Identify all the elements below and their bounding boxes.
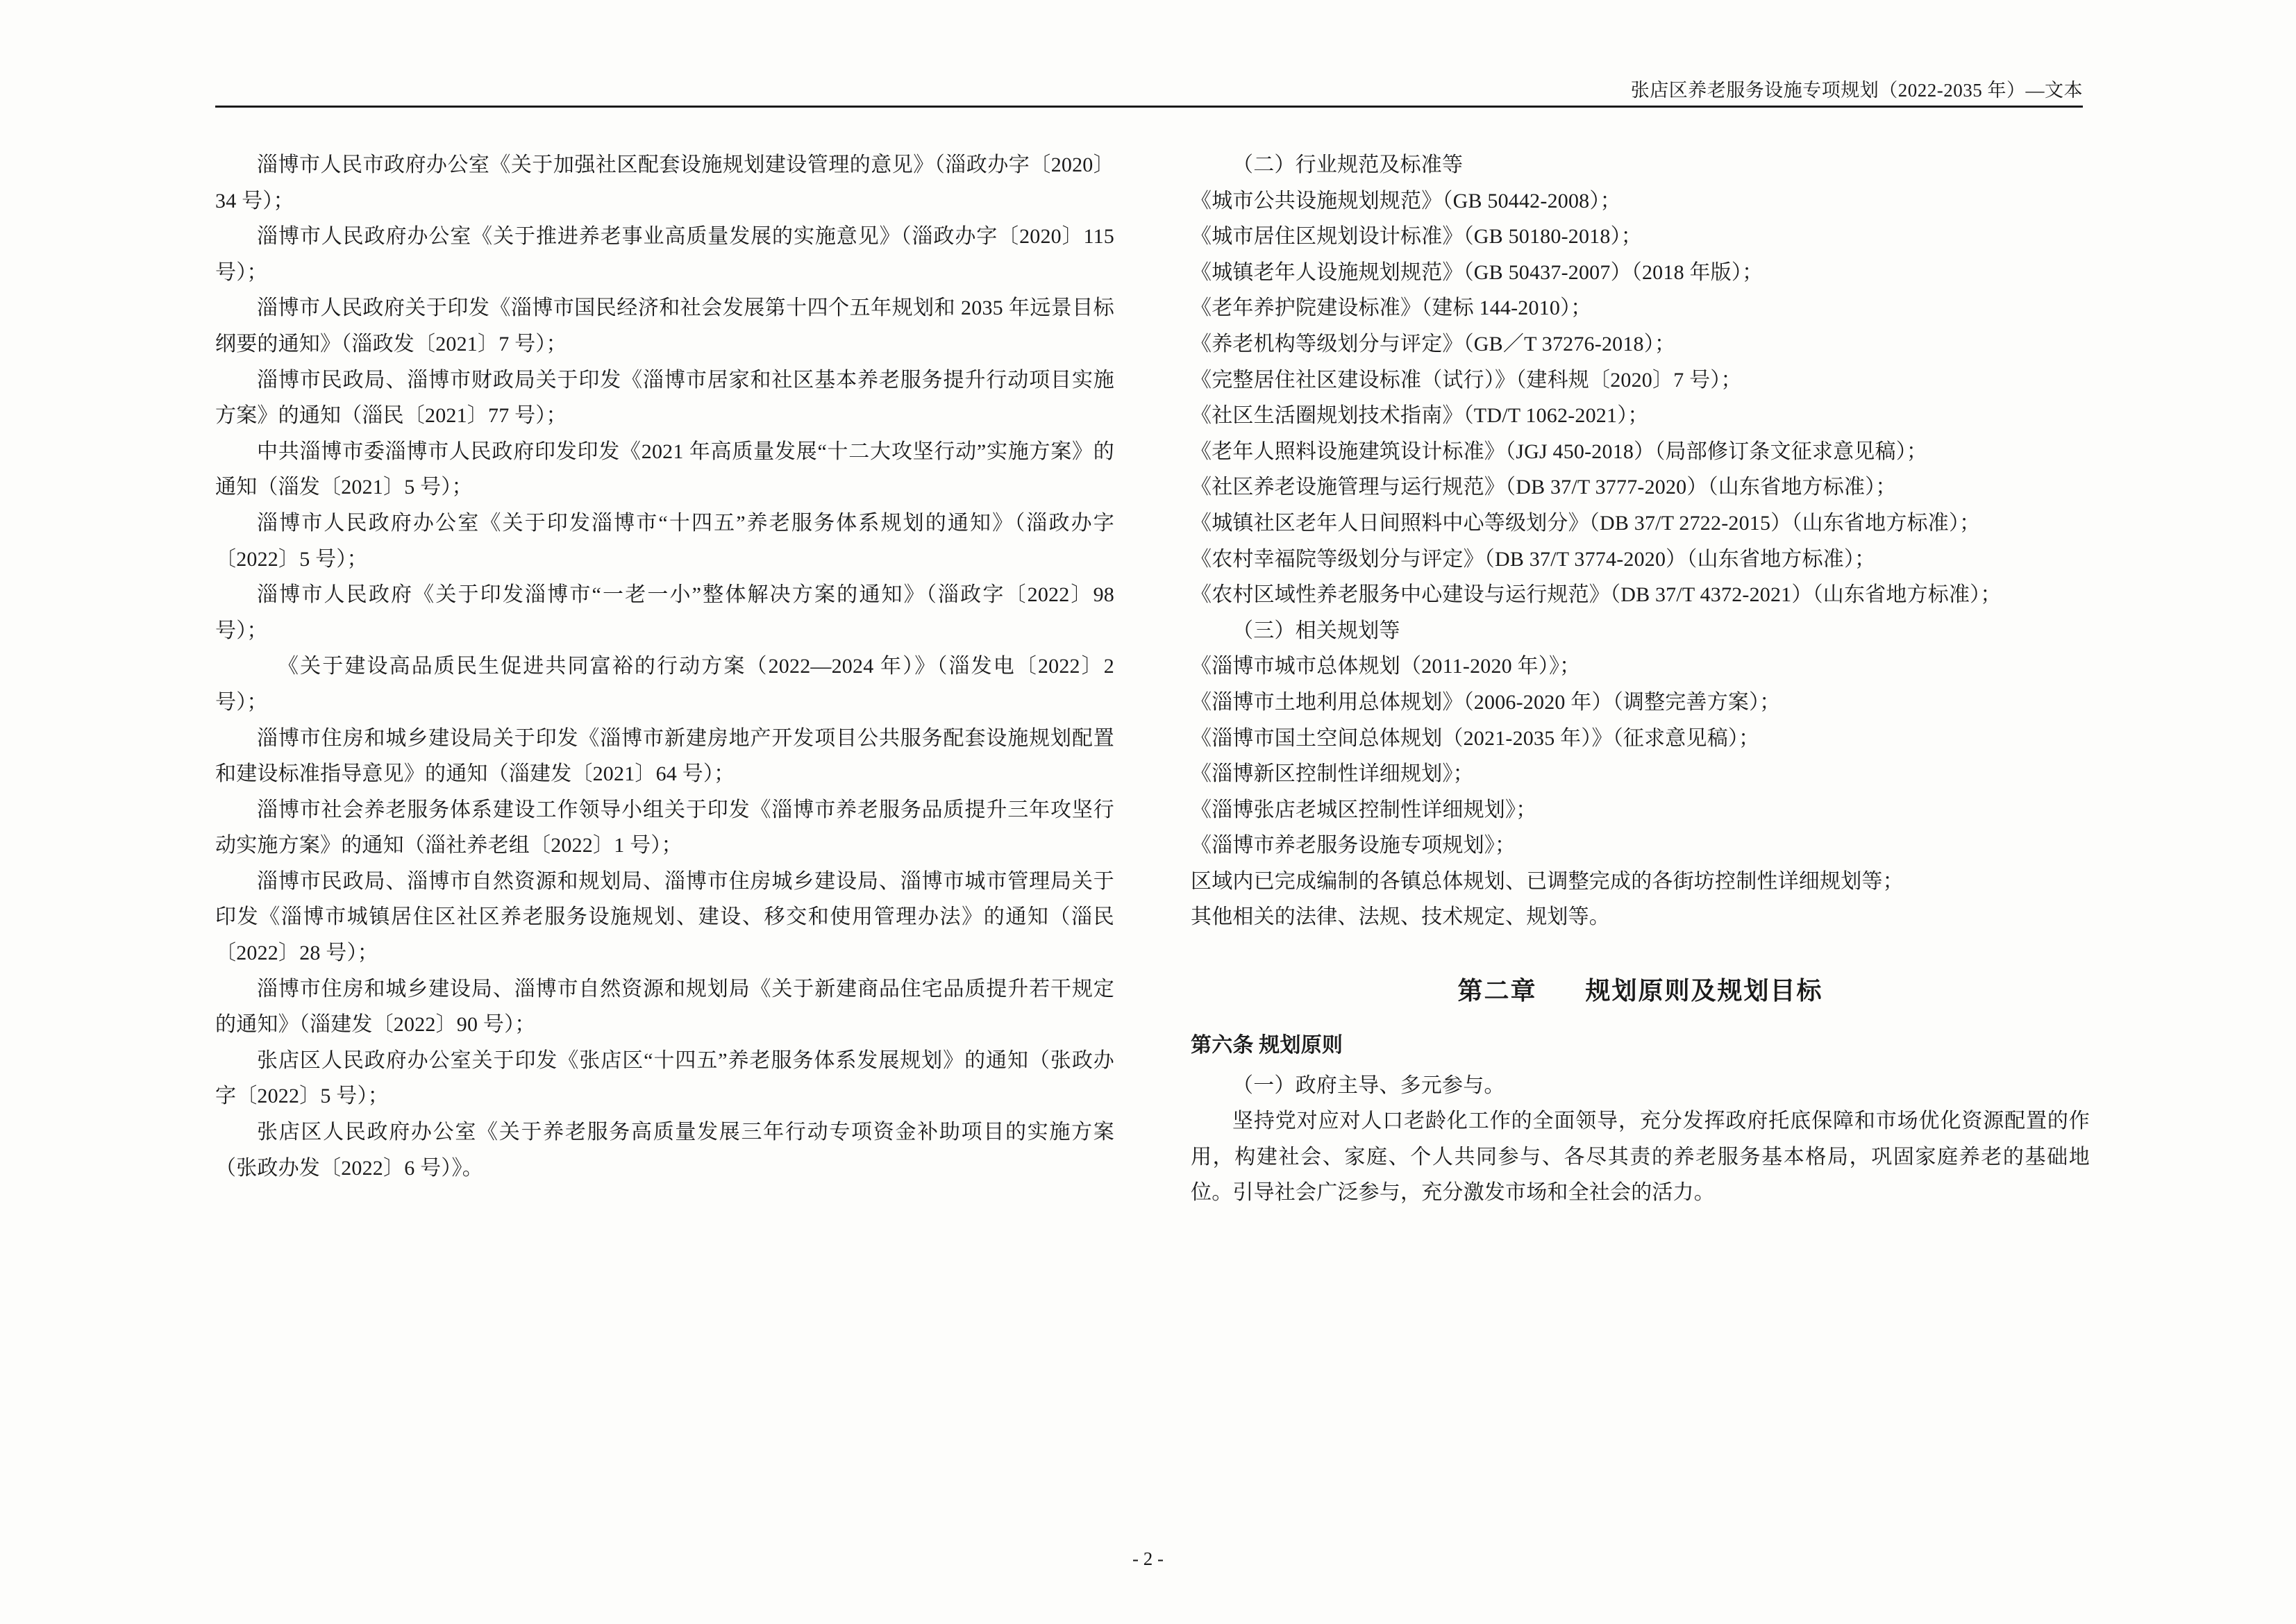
left-column — [215, 147, 1114, 1211]
paragraph: 《关于建设高品质民生促进共同富裕的行动方案（2022—2024 年）》（淄发电〔2022〕2 号）； — [215, 655, 1114, 714]
paragraph: 淄博市民政局、淄博市财政局关于印发《淄博市居家和社区基本养老服务提升行动项目实施方案》的通知（淄民〔2021〕77 号）； — [215, 368, 1114, 428]
plan-item: 《淄博市土地利用总体规划》（2006-2020 年）（调整完善方案）； — [1191, 690, 1781, 714]
standard-item: 《老年养护院建设标准》（建标 144-2010）； — [1191, 296, 1592, 320]
paragraph: 淄博市人民政府办公室《关于推进养老事业高质量发展的实施意见》（淄政办字〔2020〕115 号）； — [215, 225, 1114, 284]
standard-item: 《城市居住区规划设计标准》（GB 50180-2018）； — [1191, 225, 1642, 249]
two-column-body — [215, 147, 2090, 1211]
paragraph: 淄博市住房和城乡建设局关于印发《淄博市新建房地产开发项目公共服务配套设施规划配置和建设标准指导意见》的通知（淄建发〔2021〕64 号）； — [215, 726, 1114, 786]
plan-item: 《淄博市城市总体规划（2011-2020 年）》； — [1191, 655, 1581, 678]
paragraph: 淄博市民政局、淄博市自然资源和规划局、淄博市住房城乡建设局、淄博市城市管理局关于印发《淄博市城镇居住区社区养老服务设施规划、建设、移交和使用管理办法》的通知（淄民〔2022〕28 号）； — [215, 869, 1114, 965]
standard-item: 《社区生活圈规划技术指南》（TD/T 1062-2021）； — [1191, 404, 1649, 428]
paragraph: 淄博市人民政府关于印发《淄博市国民经济和社会发展第十四个五年规划和 2035 年远景目标纲要的通知》（淄政发〔2021〕7 号）； — [215, 296, 1114, 355]
paragraph: 淄博市人民政府《关于印发淄博市“一老一小”整体解决方案的通知》（淄政字〔2022〕98 号）； — [215, 583, 1114, 642]
paragraph: 淄博市社会养老服务体系建设工作领导小组关于印发《淄博市养老服务品质提升三年攻坚行动实施方案》的通知（淄社养老组〔2022〕1 号）； — [215, 798, 1114, 857]
paragraph: 淄博市人民政府办公室《关于印发淄博市“十四五”养老服务体系规划的通知》（淄政办字〔2022〕5 号）； — [215, 511, 1114, 571]
standard-item: 《农村幸福院等级划分与评定》（DB 37/T 3774-2020）（山东省地方标准）； — [1191, 547, 1876, 571]
standard-item: 《完整居住社区建设标准（试行）》（建科规〔2020〕7 号）； — [1191, 368, 1742, 392]
paragraph: 淄博市住房和城乡建设局、淄博市自然资源和规划局《关于新建商品住宅品质提升若干规定的通知》（淄建发〔2022〕90 号）； — [215, 977, 1114, 1037]
plan-item: 区域内已完成编制的各镇总体规划、已调整完成的各街坊控制性详细规划等； — [1191, 869, 1904, 893]
plan-item: 《淄博市养老服务设施专项规划》； — [1191, 834, 1516, 857]
standard-item: 《城市公共设施规划规范》（GB 50442-2008）； — [1191, 189, 1621, 212]
section-heading-related-plans: （三）相关规划等 — [1232, 619, 1400, 642]
chapter-number: 第二章 — [1457, 977, 1537, 1005]
standard-item: 《社区养老设施管理与运行规范》（DB 37/T 3777-2020）（山东省地方标准）； — [1191, 476, 1897, 499]
page-header — [215, 75, 2083, 102]
article-heading: 第六条 规划原则 — [1191, 1034, 1343, 1057]
chapter-name: 规划原则及规划目标 — [1585, 977, 1823, 1005]
standard-item: 《城镇老年人设施规划规范》（GB 50437-2007）（2018 年版）； — [1191, 260, 1763, 284]
plan-item: 《淄博市国土空间总体规划（2021-2035 年）》（征求意见稿）； — [1191, 726, 1760, 750]
paragraph: 张店区人民政府办公室关于印发《张店区“十四五”养老服务体系发展规划》的通知（张政办字〔2022〕5 号）； — [215, 1048, 1114, 1108]
plan-item: 其他相关的法律、法规、技术规定、规划等。 — [1191, 905, 1610, 929]
paragraph: 淄博市人民市政府办公室《关于加强社区配套设施规划建设管理的意见》（淄政办字〔2020〕34 号）； — [215, 153, 1114, 212]
standard-item: 《农村区域性养老服务中心建设与运行规范》（DB 37/T 4372-2021）（山东省地方标准）； — [1191, 583, 2002, 607]
paragraph: 中共淄博市委淄博市人民政府印发印发《2021 年高质量发展“十二大攻坚行动”实施方案》的通知（淄发〔2021〕5 号）； — [215, 440, 1114, 499]
plan-item: 《淄博新区控制性详细规划》； — [1191, 762, 1474, 786]
standard-item: 《城镇社区老年人日间照料中心等级划分》（DB 37/T 2722-2015）（山东省地方标准）； — [1191, 511, 1981, 535]
page-number: - 2 - — [1132, 1548, 1164, 1569]
header-divider — [215, 106, 2083, 108]
plan-item: 《淄博张店老城区控制性详细规划》； — [1191, 798, 1537, 821]
right-column — [1191, 147, 2090, 1211]
article-item: （一）政府主导、多元参与。 — [1232, 1073, 1505, 1097]
page-footer — [0, 1548, 2296, 1570]
standard-item: 《养老机构等级划分与评定》（GB／T 37276-2018）； — [1191, 332, 1676, 355]
header-title: 张店区养老服务设施专项规划（2022-2035 年）—文本 — [1630, 80, 2083, 101]
section-heading-industry-standards: （二）行业规范及标准等 — [1232, 153, 1464, 176]
paragraph: 张店区人民政府办公室《关于养老服务高质量发展三年行动专项资金补助项目的实施方案（张政办发〔2022〕6 号）》。 — [215, 1121, 1114, 1180]
chapter-title — [1191, 971, 2090, 1007]
article-body: 坚持党对应对人口老龄化工作的全面领导，充分发挥政府托底保障和市场优化资源配置的作用，构建社会、家庭、个人共同参与、各尽其责的养老服务基本格局，巩固家庭养老的基础地位。引导社会广泛参与，充分激发市场和全社会的活力。 — [1191, 1110, 2090, 1205]
standard-item: 《老年人照料设施建筑设计标准》（JGJ 450-2018）（局部修订条文征求意见稿）； — [1191, 440, 1928, 463]
